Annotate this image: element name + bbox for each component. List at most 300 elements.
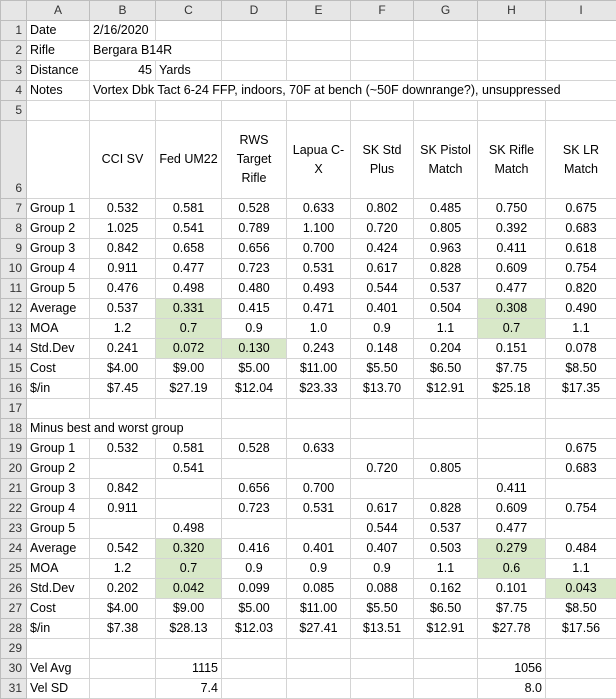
cell[interactable] <box>27 101 90 121</box>
row-label[interactable]: Average <box>27 299 90 319</box>
value-cell[interactable] <box>478 459 546 479</box>
row-label[interactable]: Average <box>27 539 90 559</box>
row-label[interactable]: MOA <box>27 319 90 339</box>
cell[interactable] <box>414 41 478 61</box>
value-cell[interactable]: 0.675 <box>546 439 616 459</box>
row-header[interactable]: 22 <box>1 499 27 519</box>
value-cell[interactable] <box>222 459 287 479</box>
value-cell[interactable]: $12.03 <box>222 619 287 639</box>
row-header[interactable]: 23 <box>1 519 27 539</box>
value-cell[interactable] <box>546 479 616 499</box>
cell[interactable] <box>546 679 616 699</box>
value-cell[interactable]: 0.320 <box>156 539 222 559</box>
cell[interactable] <box>222 61 287 81</box>
row-header[interactable]: 15 <box>1 359 27 379</box>
cell[interactable] <box>546 21 616 41</box>
value-cell[interactable]: 0.700 <box>287 479 351 499</box>
value-cell[interactable]: 0.078 <box>546 339 616 359</box>
row-header[interactable]: 19 <box>1 439 27 459</box>
value-cell[interactable]: 0.828 <box>414 499 478 519</box>
value-cell[interactable]: 0.658 <box>156 239 222 259</box>
row-header[interactable]: 1 <box>1 21 27 41</box>
header-sk-pistol-match[interactable]: SK Pistol Match <box>414 121 478 199</box>
section-title[interactable]: Minus best and worst group <box>27 419 222 439</box>
cell[interactable] <box>90 399 156 419</box>
value-cell[interactable]: 0.130 <box>222 339 287 359</box>
row-label[interactable]: Group 4 <box>27 499 90 519</box>
value-cell[interactable]: $5.00 <box>222 599 287 619</box>
value-cell[interactable]: $7.45 <box>90 379 156 399</box>
row-header[interactable]: 5 <box>1 101 27 121</box>
column-header-c[interactable]: C <box>156 1 222 21</box>
row-header[interactable]: 14 <box>1 339 27 359</box>
value-cell[interactable]: 0.7 <box>156 319 222 339</box>
value-cell[interactable]: $17.35 <box>546 379 616 399</box>
value-cell[interactable]: 0.151 <box>478 339 546 359</box>
value-cell[interactable] <box>351 439 414 459</box>
row-header[interactable]: 16 <box>1 379 27 399</box>
value-cell[interactable]: 0.542 <box>90 539 156 559</box>
value-cell[interactable]: 0.532 <box>90 439 156 459</box>
row-header[interactable]: 25 <box>1 559 27 579</box>
value-cell[interactable]: 0.723 <box>222 259 287 279</box>
value-cell[interactable]: 0.656 <box>222 479 287 499</box>
cell[interactable] <box>222 21 287 41</box>
column-header-d[interactable]: D <box>222 1 287 21</box>
row-header[interactable]: 12 <box>1 299 27 319</box>
value-cell[interactable]: $9.00 <box>156 359 222 379</box>
column-header-f[interactable]: F <box>351 1 414 21</box>
row-header[interactable]: 26 <box>1 579 27 599</box>
cell[interactable] <box>478 21 546 41</box>
value-cell[interactable]: 0.723 <box>222 499 287 519</box>
row-label[interactable]: Vel SD <box>27 679 90 699</box>
value-cell[interactable]: 0.401 <box>351 299 414 319</box>
value-cell[interactable]: 0.085 <box>287 579 351 599</box>
value-cell[interactable]: 0.401 <box>287 539 351 559</box>
value-cell[interactable] <box>156 479 222 499</box>
value-cell[interactable]: 0.617 <box>351 499 414 519</box>
cell[interactable] <box>287 21 351 41</box>
cell[interactable] <box>156 399 222 419</box>
header-sk-rifle-match[interactable]: SK Rifle Match <box>478 121 546 199</box>
value-cell[interactable]: 0.541 <box>156 219 222 239</box>
value-cell[interactable]: 0.805 <box>414 219 478 239</box>
cell[interactable] <box>222 639 287 659</box>
row-label[interactable]: Group 2 <box>27 219 90 239</box>
row-header[interactable]: 21 <box>1 479 27 499</box>
row-header[interactable]: 10 <box>1 259 27 279</box>
value-cell[interactable]: 0.498 <box>156 279 222 299</box>
cell[interactable] <box>287 61 351 81</box>
cell[interactable] <box>27 121 90 199</box>
value-cell[interactable]: 0.308 <box>478 299 546 319</box>
header-rws-target-rifle[interactable]: RWS Target Rifle <box>222 121 287 199</box>
value-cell[interactable]: 0.617 <box>351 259 414 279</box>
row-label[interactable]: Std.Dev <box>27 339 90 359</box>
value-cell[interactable]: $5.50 <box>351 599 414 619</box>
row-label[interactable]: MOA <box>27 559 90 579</box>
cell[interactable] <box>222 659 287 679</box>
select-all-corner[interactable] <box>1 1 27 21</box>
value-cell[interactable]: 0.683 <box>546 459 616 479</box>
value-cell[interactable]: 1115 <box>156 659 222 679</box>
cell-rifle-value[interactable]: Bergara B14R <box>90 41 222 61</box>
value-cell[interactable]: $8.50 <box>546 599 616 619</box>
cell-notes-label[interactable]: Notes <box>27 81 90 101</box>
value-cell[interactable]: 0.477 <box>478 279 546 299</box>
cell[interactable] <box>414 101 478 121</box>
row-label[interactable]: Group 5 <box>27 519 90 539</box>
value-cell[interactable]: 0.528 <box>222 199 287 219</box>
cell[interactable] <box>351 659 414 679</box>
value-cell[interactable]: 0.911 <box>90 499 156 519</box>
value-cell[interactable]: 0.241 <box>90 339 156 359</box>
value-cell[interactable]: 8.0 <box>478 679 546 699</box>
cell[interactable] <box>222 399 287 419</box>
cell[interactable] <box>546 101 616 121</box>
value-cell[interactable] <box>414 439 478 459</box>
value-cell[interactable]: 0.484 <box>546 539 616 559</box>
value-cell[interactable]: 0.9 <box>287 559 351 579</box>
cell[interactable] <box>478 61 546 81</box>
value-cell[interactable]: 0.477 <box>478 519 546 539</box>
value-cell[interactable]: 0.963 <box>414 239 478 259</box>
value-cell[interactable]: $7.75 <box>478 599 546 619</box>
value-cell[interactable]: $4.00 <box>90 599 156 619</box>
cell[interactable] <box>90 659 156 679</box>
value-cell[interactable]: $4.00 <box>90 359 156 379</box>
value-cell[interactable]: 0.498 <box>156 519 222 539</box>
row-label[interactable]: Group 2 <box>27 459 90 479</box>
value-cell[interactable]: 0.842 <box>90 479 156 499</box>
cell[interactable] <box>478 41 546 61</box>
header-fed-um22[interactable]: Fed UM22 <box>156 121 222 199</box>
value-cell[interactable]: 0.9 <box>351 319 414 339</box>
row-label[interactable]: Std.Dev <box>27 579 90 599</box>
cell[interactable] <box>156 21 222 41</box>
row-header[interactable]: 29 <box>1 639 27 659</box>
row-label[interactable]: Group 1 <box>27 199 90 219</box>
value-cell[interactable]: 7.4 <box>156 679 222 699</box>
value-cell[interactable]: 0.088 <box>351 579 414 599</box>
cell-distance-unit[interactable]: Yards <box>156 61 222 81</box>
row-header[interactable]: 7 <box>1 199 27 219</box>
cell[interactable] <box>287 659 351 679</box>
value-cell[interactable]: $12.91 <box>414 379 478 399</box>
value-cell[interactable]: 0.279 <box>478 539 546 559</box>
value-cell[interactable]: 0.072 <box>156 339 222 359</box>
value-cell[interactable] <box>287 519 351 539</box>
cell[interactable] <box>478 101 546 121</box>
cell[interactable] <box>546 639 616 659</box>
row-header[interactable]: 27 <box>1 599 27 619</box>
value-cell[interactable]: $27.41 <box>287 619 351 639</box>
cell[interactable] <box>287 679 351 699</box>
value-cell[interactable]: 0.531 <box>287 499 351 519</box>
cell[interactable] <box>90 679 156 699</box>
value-cell[interactable]: 0.675 <box>546 199 616 219</box>
cell[interactable] <box>222 419 287 439</box>
cell-rifle-label[interactable]: Rifle <box>27 41 90 61</box>
cell[interactable] <box>156 101 222 121</box>
value-cell[interactable]: 0.9 <box>222 559 287 579</box>
cell[interactable] <box>156 639 222 659</box>
value-cell[interactable]: $17.56 <box>546 619 616 639</box>
value-cell[interactable] <box>351 479 414 499</box>
row-header[interactable]: 13 <box>1 319 27 339</box>
value-cell[interactable]: 0.720 <box>351 219 414 239</box>
value-cell[interactable]: $11.00 <box>287 359 351 379</box>
value-cell[interactable]: 0.532 <box>90 199 156 219</box>
value-cell[interactable]: 0.618 <box>546 239 616 259</box>
cell[interactable] <box>546 41 616 61</box>
row-header[interactable]: 2 <box>1 41 27 61</box>
value-cell[interactable]: 0.504 <box>414 299 478 319</box>
column-header-b[interactable]: B <box>90 1 156 21</box>
row-header[interactable]: 6 <box>1 121 27 199</box>
value-cell[interactable]: 0.471 <box>287 299 351 319</box>
row-header[interactable]: 4 <box>1 81 27 101</box>
value-cell[interactable]: 0.537 <box>414 279 478 299</box>
value-cell[interactable]: 0.700 <box>287 239 351 259</box>
value-cell[interactable]: 0.485 <box>414 199 478 219</box>
value-cell[interactable]: 0.493 <box>287 279 351 299</box>
cell[interactable] <box>478 399 546 419</box>
cell[interactable] <box>287 399 351 419</box>
value-cell[interactable]: 0.424 <box>351 239 414 259</box>
cell[interactable] <box>414 419 478 439</box>
cell[interactable] <box>414 679 478 699</box>
value-cell[interactable]: 1.2 <box>90 319 156 339</box>
value-cell[interactable]: 0.477 <box>156 259 222 279</box>
value-cell[interactable] <box>90 459 156 479</box>
cell[interactable] <box>287 41 351 61</box>
header-lapua-cx[interactable]: Lapua C-X <box>287 121 351 199</box>
value-cell[interactable]: 0.503 <box>414 539 478 559</box>
value-cell[interactable]: $6.50 <box>414 359 478 379</box>
row-label[interactable]: $/in <box>27 379 90 399</box>
value-cell[interactable]: 1.2 <box>90 559 156 579</box>
value-cell[interactable]: 0.609 <box>478 499 546 519</box>
value-cell[interactable]: 0.754 <box>546 259 616 279</box>
cell[interactable] <box>287 101 351 121</box>
value-cell[interactable]: $12.04 <box>222 379 287 399</box>
value-cell[interactable]: 0.490 <box>546 299 616 319</box>
cell[interactable] <box>351 41 414 61</box>
value-cell[interactable]: 1.0 <box>287 319 351 339</box>
header-sk-std-plus[interactable]: SK Std Plus <box>351 121 414 199</box>
cell[interactable] <box>546 61 616 81</box>
value-cell[interactable]: 0.202 <box>90 579 156 599</box>
value-cell[interactable]: 0.789 <box>222 219 287 239</box>
value-cell[interactable]: 1.1 <box>546 559 616 579</box>
row-label[interactable]: Group 3 <box>27 239 90 259</box>
cell[interactable] <box>351 419 414 439</box>
value-cell[interactable] <box>546 519 616 539</box>
column-header-g[interactable]: G <box>414 1 478 21</box>
cell-date-value[interactable]: 2/16/2020 <box>90 21 156 41</box>
cell[interactable] <box>27 639 90 659</box>
cell[interactable] <box>478 419 546 439</box>
row-header[interactable]: 30 <box>1 659 27 679</box>
cell[interactable] <box>90 101 156 121</box>
row-header[interactable]: 31 <box>1 679 27 699</box>
row-label[interactable]: $/in <box>27 619 90 639</box>
cell[interactable] <box>414 399 478 419</box>
value-cell[interactable]: 0.9 <box>222 319 287 339</box>
value-cell[interactable] <box>287 459 351 479</box>
row-header[interactable]: 20 <box>1 459 27 479</box>
row-label[interactable]: Cost <box>27 599 90 619</box>
value-cell[interactable]: 0.633 <box>287 199 351 219</box>
cell[interactable] <box>90 639 156 659</box>
value-cell[interactable]: 0.720 <box>351 459 414 479</box>
value-cell[interactable]: 0.480 <box>222 279 287 299</box>
value-cell[interactable]: $12.91 <box>414 619 478 639</box>
row-label[interactable]: Group 1 <box>27 439 90 459</box>
cell[interactable] <box>222 101 287 121</box>
row-header[interactable]: 17 <box>1 399 27 419</box>
row-header[interactable]: 18 <box>1 419 27 439</box>
cell[interactable] <box>287 419 351 439</box>
value-cell[interactable]: 0.802 <box>351 199 414 219</box>
value-cell[interactable]: 0.683 <box>546 219 616 239</box>
value-cell[interactable]: $25.18 <box>478 379 546 399</box>
value-cell[interactable]: $13.70 <box>351 379 414 399</box>
column-header-i[interactable]: I <box>546 1 616 21</box>
row-label[interactable]: Group 5 <box>27 279 90 299</box>
value-cell[interactable]: 1.025 <box>90 219 156 239</box>
row-label[interactable]: Group 4 <box>27 259 90 279</box>
value-cell[interactable]: $6.50 <box>414 599 478 619</box>
value-cell[interactable]: 0.099 <box>222 579 287 599</box>
value-cell[interactable]: 0.531 <box>287 259 351 279</box>
column-header-a[interactable]: A <box>27 1 90 21</box>
value-cell[interactable]: 0.528 <box>222 439 287 459</box>
value-cell[interactable]: 0.820 <box>546 279 616 299</box>
cell[interactable] <box>414 21 478 41</box>
value-cell[interactable]: 0.805 <box>414 459 478 479</box>
row-header[interactable]: 9 <box>1 239 27 259</box>
row-header[interactable]: 28 <box>1 619 27 639</box>
value-cell[interactable]: 1.100 <box>287 219 351 239</box>
value-cell[interactable] <box>414 479 478 499</box>
value-cell[interactable]: $27.19 <box>156 379 222 399</box>
cell[interactable] <box>222 41 287 61</box>
value-cell[interactable]: 0.042 <box>156 579 222 599</box>
value-cell[interactable]: $8.50 <box>546 359 616 379</box>
value-cell[interactable]: $13.51 <box>351 619 414 639</box>
value-cell[interactable]: 0.476 <box>90 279 156 299</box>
cell-distance-label[interactable]: Distance <box>27 61 90 81</box>
value-cell[interactable]: 1.1 <box>546 319 616 339</box>
value-cell[interactable] <box>478 439 546 459</box>
value-cell[interactable]: 0.842 <box>90 239 156 259</box>
value-cell[interactable]: $27.78 <box>478 619 546 639</box>
value-cell[interactable]: 1056 <box>478 659 546 679</box>
value-cell[interactable]: 0.656 <box>222 239 287 259</box>
row-header[interactable]: 11 <box>1 279 27 299</box>
value-cell[interactable]: 0.9 <box>351 559 414 579</box>
value-cell[interactable] <box>222 519 287 539</box>
value-cell[interactable]: 0.204 <box>414 339 478 359</box>
value-cell[interactable]: 0.407 <box>351 539 414 559</box>
value-cell[interactable]: 0.411 <box>478 479 546 499</box>
value-cell[interactable]: $11.00 <box>287 599 351 619</box>
value-cell[interactable]: $5.50 <box>351 359 414 379</box>
cell[interactable] <box>351 61 414 81</box>
value-cell[interactable]: 0.331 <box>156 299 222 319</box>
value-cell[interactable]: 0.6 <box>478 559 546 579</box>
value-cell[interactable]: $23.33 <box>287 379 351 399</box>
value-cell[interactable]: 0.7 <box>156 559 222 579</box>
cell[interactable] <box>351 639 414 659</box>
value-cell[interactable]: 1.1 <box>414 319 478 339</box>
value-cell[interactable]: 0.581 <box>156 199 222 219</box>
value-cell[interactable]: 0.162 <box>414 579 478 599</box>
cell[interactable] <box>351 21 414 41</box>
value-cell[interactable]: $9.00 <box>156 599 222 619</box>
cell[interactable] <box>351 101 414 121</box>
value-cell[interactable]: 0.392 <box>478 219 546 239</box>
value-cell[interactable]: $7.75 <box>478 359 546 379</box>
cell[interactable] <box>546 399 616 419</box>
value-cell[interactable]: 0.416 <box>222 539 287 559</box>
cell[interactable] <box>478 639 546 659</box>
value-cell[interactable]: 0.911 <box>90 259 156 279</box>
cell-distance-value[interactable]: 45 <box>90 61 156 81</box>
row-header[interactable]: 3 <box>1 61 27 81</box>
value-cell[interactable]: 0.101 <box>478 579 546 599</box>
value-cell[interactable]: 0.609 <box>478 259 546 279</box>
cell[interactable] <box>27 399 90 419</box>
cell[interactable] <box>414 61 478 81</box>
column-header-h[interactable]: H <box>478 1 546 21</box>
value-cell[interactable] <box>156 499 222 519</box>
cell[interactable] <box>546 659 616 679</box>
cell-date-label[interactable]: Date <box>27 21 90 41</box>
row-label[interactable]: Vel Avg <box>27 659 90 679</box>
value-cell[interactable]: 0.544 <box>351 279 414 299</box>
value-cell[interactable]: 0.544 <box>351 519 414 539</box>
value-cell[interactable]: 0.633 <box>287 439 351 459</box>
header-sk-lr-match[interactable]: SK LR Match <box>546 121 616 199</box>
value-cell[interactable]: 0.411 <box>478 239 546 259</box>
value-cell[interactable]: 0.541 <box>156 459 222 479</box>
header-cci-sv[interactable]: CCI SV <box>90 121 156 199</box>
value-cell[interactable]: 0.7 <box>478 319 546 339</box>
value-cell[interactable]: $28.13 <box>156 619 222 639</box>
column-header-e[interactable]: E <box>287 1 351 21</box>
value-cell[interactable]: 0.243 <box>287 339 351 359</box>
value-cell[interactable]: 0.537 <box>90 299 156 319</box>
value-cell[interactable]: $5.00 <box>222 359 287 379</box>
row-header[interactable]: 8 <box>1 219 27 239</box>
row-label[interactable]: Cost <box>27 359 90 379</box>
value-cell[interactable]: 0.415 <box>222 299 287 319</box>
cell[interactable] <box>414 639 478 659</box>
cell[interactable] <box>222 679 287 699</box>
value-cell[interactable]: 0.754 <box>546 499 616 519</box>
cell[interactable] <box>546 419 616 439</box>
value-cell[interactable]: 0.148 <box>351 339 414 359</box>
row-label[interactable]: Group 3 <box>27 479 90 499</box>
cell[interactable] <box>351 679 414 699</box>
value-cell[interactable]: 0.750 <box>478 199 546 219</box>
value-cell[interactable]: 0.828 <box>414 259 478 279</box>
cell[interactable] <box>414 659 478 679</box>
